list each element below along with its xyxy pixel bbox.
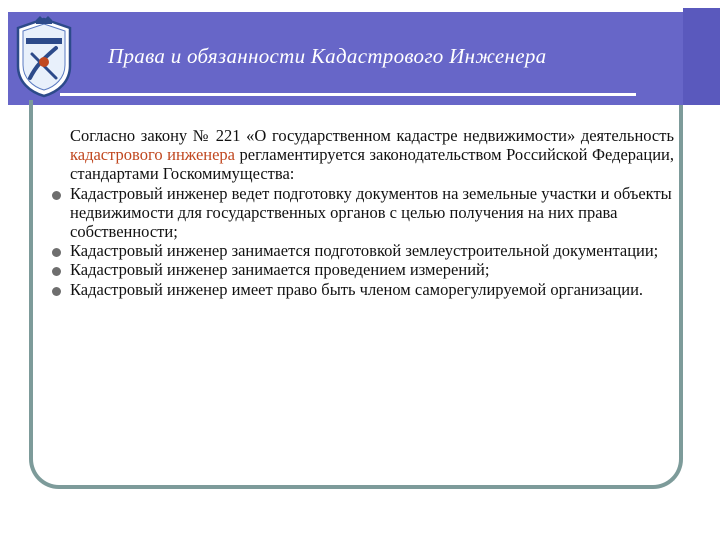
list-item [52, 184, 674, 242]
list-item [52, 280, 674, 299]
list-item-text: Кадастровый инженер ведет подготовку документов на земельные участки и объекты недвижимости для государственных органов с целью получения на них права собственности; [70, 183, 672, 242]
intro-highlight: кадастрового инженера [70, 145, 236, 165]
bullet-icon [52, 248, 61, 257]
bullet-icon [52, 267, 61, 276]
header-divider [60, 93, 636, 96]
list-item [52, 260, 674, 279]
list-item-text: Кадастровый инженер имеет право быть членом саморегулируемой организации. [70, 279, 644, 299]
slide-title: Права и обязанности Кадастрового Инженера [108, 44, 547, 68]
bullet-icon [52, 191, 61, 200]
header-accent [683, 8, 720, 105]
intro-after: регламентируется законодательством Российской Федерации, стандартами Госкомимущества: [70, 145, 674, 184]
list-item-text: Кадастровый инженер занимается проведением измерений; [70, 260, 490, 280]
intro-paragraph [52, 126, 674, 184]
intro-before: Согласно закону № 221 «О государственном кадастре недвижимости» деятельность [70, 126, 674, 145]
bullet-icon [52, 287, 61, 296]
list-item-text: Кадастровый инженер занимается подготовкой землеустроительной документации; [70, 241, 659, 261]
list-item [52, 241, 674, 260]
university-emblem-icon [12, 16, 76, 98]
body-text [52, 126, 674, 299]
